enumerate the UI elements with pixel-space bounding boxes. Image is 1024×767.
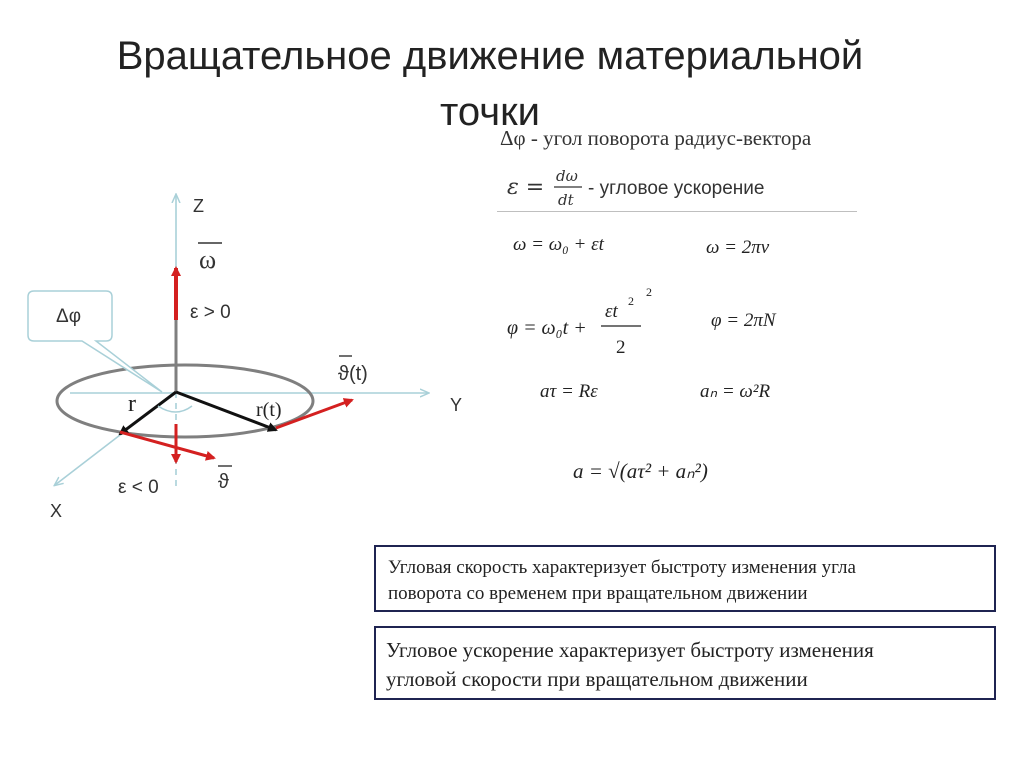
r-label: r (128, 391, 136, 417)
theta-label: ϑ (218, 471, 229, 493)
formula-panel (490, 150, 890, 500)
phi-n-formula: φ = 2πN (711, 310, 776, 331)
phi-num: εt (605, 301, 618, 322)
rt-label: r(t) (256, 399, 282, 421)
title-line-2: точки (440, 90, 540, 134)
theta-t-label: ϑ(t) (338, 363, 368, 385)
a-total-formula: a = √(aτ² + aₙ²) (573, 459, 708, 483)
note1-line2: поворота со временем при вращательном движении (388, 583, 808, 604)
callout-label: Δφ (56, 306, 82, 327)
note-angular-velocity (374, 545, 996, 612)
eps-def-lhs: ε = (507, 175, 545, 200)
note2-line1: Угловое ускорение характеризует быстроту изменения (386, 638, 874, 662)
eps-pos-label: ε > 0 (190, 302, 231, 323)
eps-def-den: dt (558, 191, 574, 209)
note2-line2: угловой скорости при вращательном движении (386, 667, 808, 691)
axis-y-label: Y (450, 395, 463, 415)
note1-line1: Угловая скорость характеризует быстроту изменения угла (388, 557, 856, 578)
rotation-diagram (0, 170, 480, 530)
page-title (40, 28, 940, 140)
eps-def-text: - угловое ускорение (588, 178, 765, 199)
axis-z-label: Z (193, 196, 204, 216)
eps-def-num: dω (556, 167, 578, 185)
a-tau-formula: aτ = Rε (540, 381, 598, 402)
phi-lhs: φ = ω₀t + (507, 317, 587, 339)
phi-den: 2 (616, 337, 626, 358)
subheading: Δφ - угол поворота радиус-вектора (500, 126, 812, 150)
title-line-1: Вращательное движение материальной (116, 34, 864, 78)
omega-nu-formula: ω = 2πν (706, 237, 770, 258)
angle-arc (158, 406, 192, 412)
omega-linear-formula: ω = ω₀ + εt (513, 234, 604, 255)
phi-outer-exp: 2 (646, 285, 652, 299)
a-n-formula: aₙ = ω²R (700, 381, 771, 402)
eps-neg-label: ε < 0 (118, 477, 159, 498)
omega-label: ω (199, 245, 217, 274)
axis-x-label: X (50, 501, 63, 521)
phi-num-exp: 2 (628, 294, 634, 308)
note-angular-acceleration (374, 626, 996, 700)
